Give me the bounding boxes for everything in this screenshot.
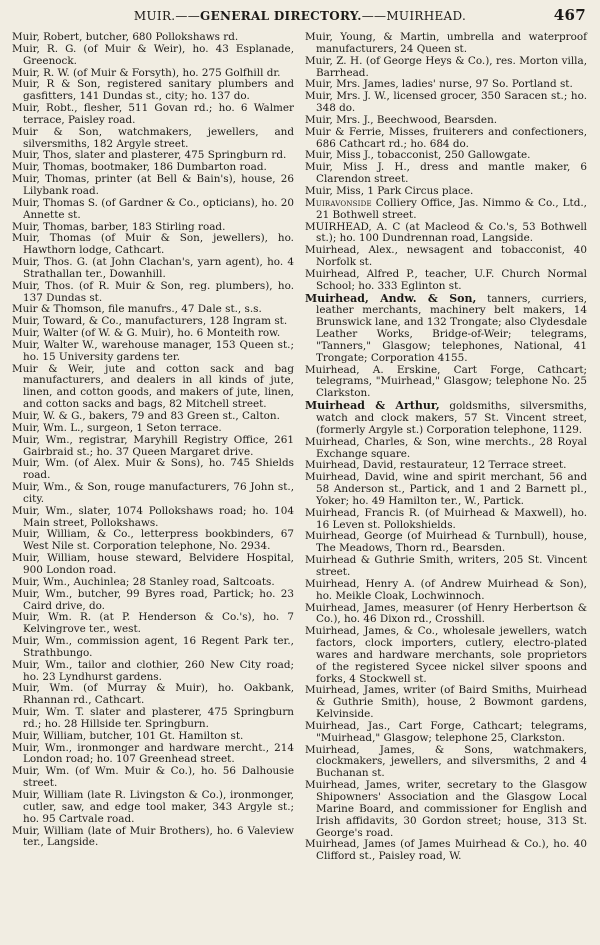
directory-entry	[305, 365, 587, 401]
directory-entry: Muir, Thomas, bootmaker, 186 Dumbarton road.	[12, 161, 267, 174]
directory-entry: Muir, Robt., flesher, 511 Govan rd.; ho. 6 Walmer terrace, Paisley road.	[12, 102, 294, 126]
directory-entry: Muir, Wm. T. slater and plasterer, 475 Springburn rd.; ho. 28 Hillside ter. Springburn.	[12, 706, 294, 730]
directory-entry: Muir, Wm. L., surgeon, 1 Seton terrace.	[12, 421, 222, 434]
entry-text: Muir & Ferrie, Misses, fruiterers and confectioners, 686 Cathcart rd.; ho. 684 do.	[305, 125, 587, 150]
directory-entry: Muir, Wm., registrar, Maryhill Registry Office, 261 Gairbraid st.; ho. 37 Queen Margaret drive.	[12, 433, 294, 458]
entry-bold-name: Muirhead & Arthur,	[305, 399, 440, 413]
entry-text: Muirhead, Francis R. (of Muirhead & Maxwell), ho. 16 Leven st. Pollokshields.	[305, 506, 587, 531]
entry-text: Muirhead, James, writer (of Baird Smiths, Muirhead & Guthrie Smith), house, 2 Bowmont gardens, Kelvinside.	[305, 684, 587, 721]
directory-entry	[305, 839, 587, 863]
entry-text: Colliery Office, Jas. Nimmo & Co., Ltd., 21 Bothwell street.	[316, 196, 587, 221]
directory-entry: Muir, Walter W., warehouse manager, 153 Queen st.; ho. 15 University gardens ter.	[12, 338, 294, 363]
entry-text: Muir, Mrs. J., Beechwood, Bearsden.	[305, 113, 498, 126]
directory-entry: Muir, William, butcher, 101 Gt. Hamilton st.	[12, 729, 244, 742]
directory-entry: Muir, Thomas S. (of Gardner & Co., opticians), ho. 20 Annette st.	[12, 196, 294, 221]
directory-entry: Muir, Wm., & Son, rouge manufacturers, 76 John st., city.	[12, 481, 294, 505]
running-head-dash-2: ——	[361, 9, 387, 23]
running-head-title: GENERAL DIRECTORY.	[200, 9, 362, 23]
directory-entry: Muir, Wm., slater, 1074 Pollokshaws road; ho. 104 Main street, Pollokshaws.	[12, 504, 294, 529]
entry-text: Muir, Miss, 1 Park Circus place.	[305, 184, 474, 197]
directory-entry: Muir, William, & Co., letterpress bookbinders, 67 West Nile st. Corporation telephone, No. 2934.	[12, 528, 294, 553]
entry-text: tanners, curriers, leather merchants, machinery belt makers, 14 Brunswick lane, and 132 Trongate; also Clydesdale Leather Works, Bridge-of-Weir; telegrams, "Tanners," Glasgow; telephones, National, 41 Trongate; Corporation 4155.	[316, 292, 587, 364]
directory-entry	[305, 437, 587, 461]
directory-entry	[305, 269, 587, 293]
entry-text: Muirhead, James (of James Muirhead & Co.), ho. 40 Clifford st., Paisley road, W.	[305, 838, 587, 863]
directory-entry	[305, 127, 587, 151]
directory-entry: Muir, R & Son, registered sanitary plumbers and gasfitters, 141 Dundas st., city; ho. 137 do.	[12, 78, 294, 103]
page-number: 467	[553, 6, 586, 24]
directory-entry: Muir, Wm. (of Wm. Muir & Co.), ho. 56 Dalhousie street.	[12, 765, 294, 790]
entry-text: Muirhead, Alex., newsagent and tobacconist, 40 Norfolk st.	[305, 244, 587, 269]
entry-text: Muir, Z. H. (of George Heys & Co.), res. Morton villa, Barrhead.	[305, 54, 587, 79]
entry-text: Muirhead, Charles, & Son, wine merchts., 28 Royal Exchange square.	[305, 435, 587, 460]
directory-entry	[305, 555, 587, 579]
directory-entry	[305, 685, 587, 721]
directory-entry: Muir, William (late R. Livingston & Co.), ironmonger, cutler, saw, and edge tool maker, 343 Argyle st.; ho. 95 Cartvale road.	[12, 789, 294, 825]
right-column	[305, 32, 587, 863]
entry-text: Muir, Miss J. H., dress and mantle maker, 6 Clarendon street.	[305, 161, 587, 186]
directory-entry	[305, 400, 587, 437]
directory-entry: Muir, Thos. G. (at John Clachan's, yarn agent), ho. 4 Strathallan ter., Dowanhill.	[12, 256, 294, 280]
directory-entry: Muir, Wm., butcher, 99 Byres road, Partick; ho. 23 Caird drive, do.	[12, 587, 294, 612]
directory-entry	[305, 626, 587, 685]
directory-entry	[305, 531, 587, 555]
directory-entry	[305, 162, 587, 186]
directory-entry: Muir, Walter (of W. & G. Muir), ho. 6 Monteith row.	[12, 327, 281, 340]
entry-bold-name: Muirhead, Andw. & Son,	[305, 291, 477, 305]
entry-text: Muirhead, James, measurer (of Henry Herbertson & Co.), ho. 46 Dixon rd., Crosshill.	[305, 601, 587, 626]
directory-entry: Muir, Wm., Auchinlea; 28 Stanley road, Saltcoats.	[12, 575, 275, 588]
directory-entry: Muir, Thos. (of R. Muir & Son, reg. plumbers), ho. 137 Dundas st.	[12, 279, 294, 304]
entry-text: Muir, Miss J., tobacconist, 250 Gallowgate.	[305, 149, 531, 162]
directory-entry	[305, 56, 587, 80]
directory-entry	[305, 721, 587, 745]
entry-text: Muirhead, Henry A. (of Andrew Muirhead & Son), ho. Meikle Cloak, Lochwinnoch.	[305, 577, 587, 602]
directory-entry	[305, 245, 587, 269]
entry-text: Muirhead, Jas., Cart Forge, Cathcart; telegrams, "Muirhead," Glasgow; telephone 25, Clarkston.	[305, 719, 587, 744]
directory-entry: Muir, Wm., tailor and clothier, 260 New City road; ho. 23 Lyndhurst gardens.	[12, 658, 294, 683]
left-column	[12, 32, 294, 849]
directory-entry: Muir, Thomas, barber, 183 Stirling road.	[12, 220, 226, 233]
directory-entry	[305, 91, 587, 115]
directory-entry: Muir, Robert, butcher, 680 Pollokshaws rd.	[12, 31, 239, 43]
entry-text: goldsmiths, silversmiths, watch and clock makers, 57 St. Vincent street, (formerly Argyle st.) Corporation telephone, 1129.	[316, 400, 587, 436]
entry-text: Muirhead, David, wine and spirit merchant, 56 and 58 Anderson st., Partick, and 1 and 2 Barnett pl., Yoker; ho. 49 Hamilton ter., W., Partick.	[305, 471, 587, 507]
entry-text: Muirhead, James, writer, secretary to the Glasgow Shipowners' Association and the Glasgow Local Marine Board, and commissioner for English and Irish affidavits, 30 Gordon street; house, 313 St. George's road.	[305, 779, 587, 839]
entry-text: Muirhead, A. Erskine, Cart Forge, Cathcart; telegrams, "Muirhead," Glasgow; telephone No. 25 Clarkston.	[305, 363, 587, 400]
entry-text: Muir, Young, & Martin, umbrella and waterproof manufacturers, 24 Queen st.	[305, 31, 587, 55]
directory-entry: Muir, R. G. (of Muir & Weir), ho. 43 Esplanade, Greenock.	[12, 42, 294, 67]
directory-entry: Muir, Thomas (of Muir & Son, jewellers), ho. Hawthorn lodge, Cathcart.	[12, 232, 294, 257]
directory-entry: Muir, Wm. R. (at P. Henderson & Co.'s), ho. 7 Kelvingrove ter., west.	[12, 611, 294, 636]
entry-text: Muir, Mrs. James, ladies' nurse, 97 So. Portland st.	[305, 78, 573, 91]
directory-entry	[305, 293, 587, 365]
entry-text: MUIRHEAD, A. C (at Macleod & Co.'s, 53 Bothwell st.); ho. 100 Dundrennan road, Langside.	[305, 220, 587, 245]
directory-entry	[305, 472, 587, 508]
directory-entry	[305, 603, 587, 627]
page-header	[14, 6, 586, 28]
entry-text: Muirhead, George (of Muirhead & Turnbull), house, The Meadows, Thorn rd., Bearsden.	[305, 530, 587, 555]
directory-entry: Muir, R. W. (of Muir & Forsyth), ho. 275 Golfhill dr.	[12, 66, 281, 79]
entry-text: Muirhead, David, restaurateur, 12 Terrace street.	[305, 459, 567, 472]
directory-entry: Muir & Weir, jute and cotton sack and bag manufacturers, and dealers in all kinds of jute, linen, and cotton goods, and makers of jute, linen, and cotton sacks and bags, 82 Mitchell street.	[12, 362, 294, 411]
entry-text: Muirhead, James, & Co., wholesale jewellers, watch factors, clock importers, cutlery, electro-plated wares and hardware merchants, sole proprietors of the registered Sycee nickel silver spoons and forks, 4 Stockwell st.	[305, 625, 587, 685]
directory-entry: Muir, W. & G., bakers, 79 and 83 Green st., Calton.	[12, 410, 280, 422]
directory-entry	[305, 198, 587, 222]
running-head	[14, 9, 586, 23]
directory-entry	[305, 780, 587, 839]
directory-entry: Muir, Toward, & Co., manufacturers, 128 Ingram st.	[12, 315, 288, 328]
running-head-right: MUIRHEAD.	[386, 9, 467, 23]
entry-smallcaps-name: Muiravonside	[305, 196, 372, 209]
directory-entry: Muir, Wm. (of Alex. Muir & Sons), ho. 745 Shields road.	[12, 457, 294, 482]
directory-entry: Muir, William (late of Muir Brothers), ho. 6 Valeview ter., Langside.	[12, 824, 294, 849]
entry-text: Muirhead, Alfred P., teacher, U.F. Church Normal School; ho. 333 Eglinton st.	[305, 267, 587, 292]
directory-entry: Muir & Son, watchmakers, jewellers, and silversmiths, 182 Argyle street.	[12, 125, 294, 150]
directory-entry	[305, 508, 587, 532]
directory-entry	[305, 745, 587, 781]
entry-text: Muirhead & Guthrie Smith, writers, 205 St. Vincent street.	[305, 554, 587, 578]
entry-text: Muir, Mrs. J. W., licensed grocer, 350 Saracen st.; ho. 348 do.	[305, 90, 587, 115]
directory-entry: Muir, Wm., ironmonger and hardware mercht., 214 London road; ho. 107 Greenhead street.	[12, 741, 294, 766]
directory-entry: Muir, Thomas, printer (at Bell & Bain's), house, 26 Lilybank road.	[12, 173, 294, 197]
running-head-dash-1: ——	[175, 9, 201, 23]
entry-text: Muirhead, James, & Sons, watchmakers, clockmakers, jewellers, and silversmiths, 2 and 4 Buchanan st.	[305, 743, 587, 780]
directory-entry: Muir, Thos, slater and plasterer, 475 Springburn rd.	[12, 149, 287, 162]
directory-entry: Muir, Wm., commission agent, 16 Regent Park ter., Strathbungo.	[12, 635, 294, 659]
running-head-left: MUIR.	[133, 9, 176, 23]
directory-entry: Muir & Thomson, file manufrs., 47 Dale st., s.s.	[12, 303, 262, 316]
directory-entry	[305, 579, 587, 603]
directory-entry: Muir, William, house steward, Belvidere Hospital, 900 London road.	[12, 552, 294, 576]
directory-entry: Muir, Wm. (of Murray & Muir), ho. Oakbank, Rhannan rd., Cathcart.	[12, 682, 294, 707]
directory-entry	[305, 222, 587, 246]
directory-entry	[305, 32, 587, 56]
